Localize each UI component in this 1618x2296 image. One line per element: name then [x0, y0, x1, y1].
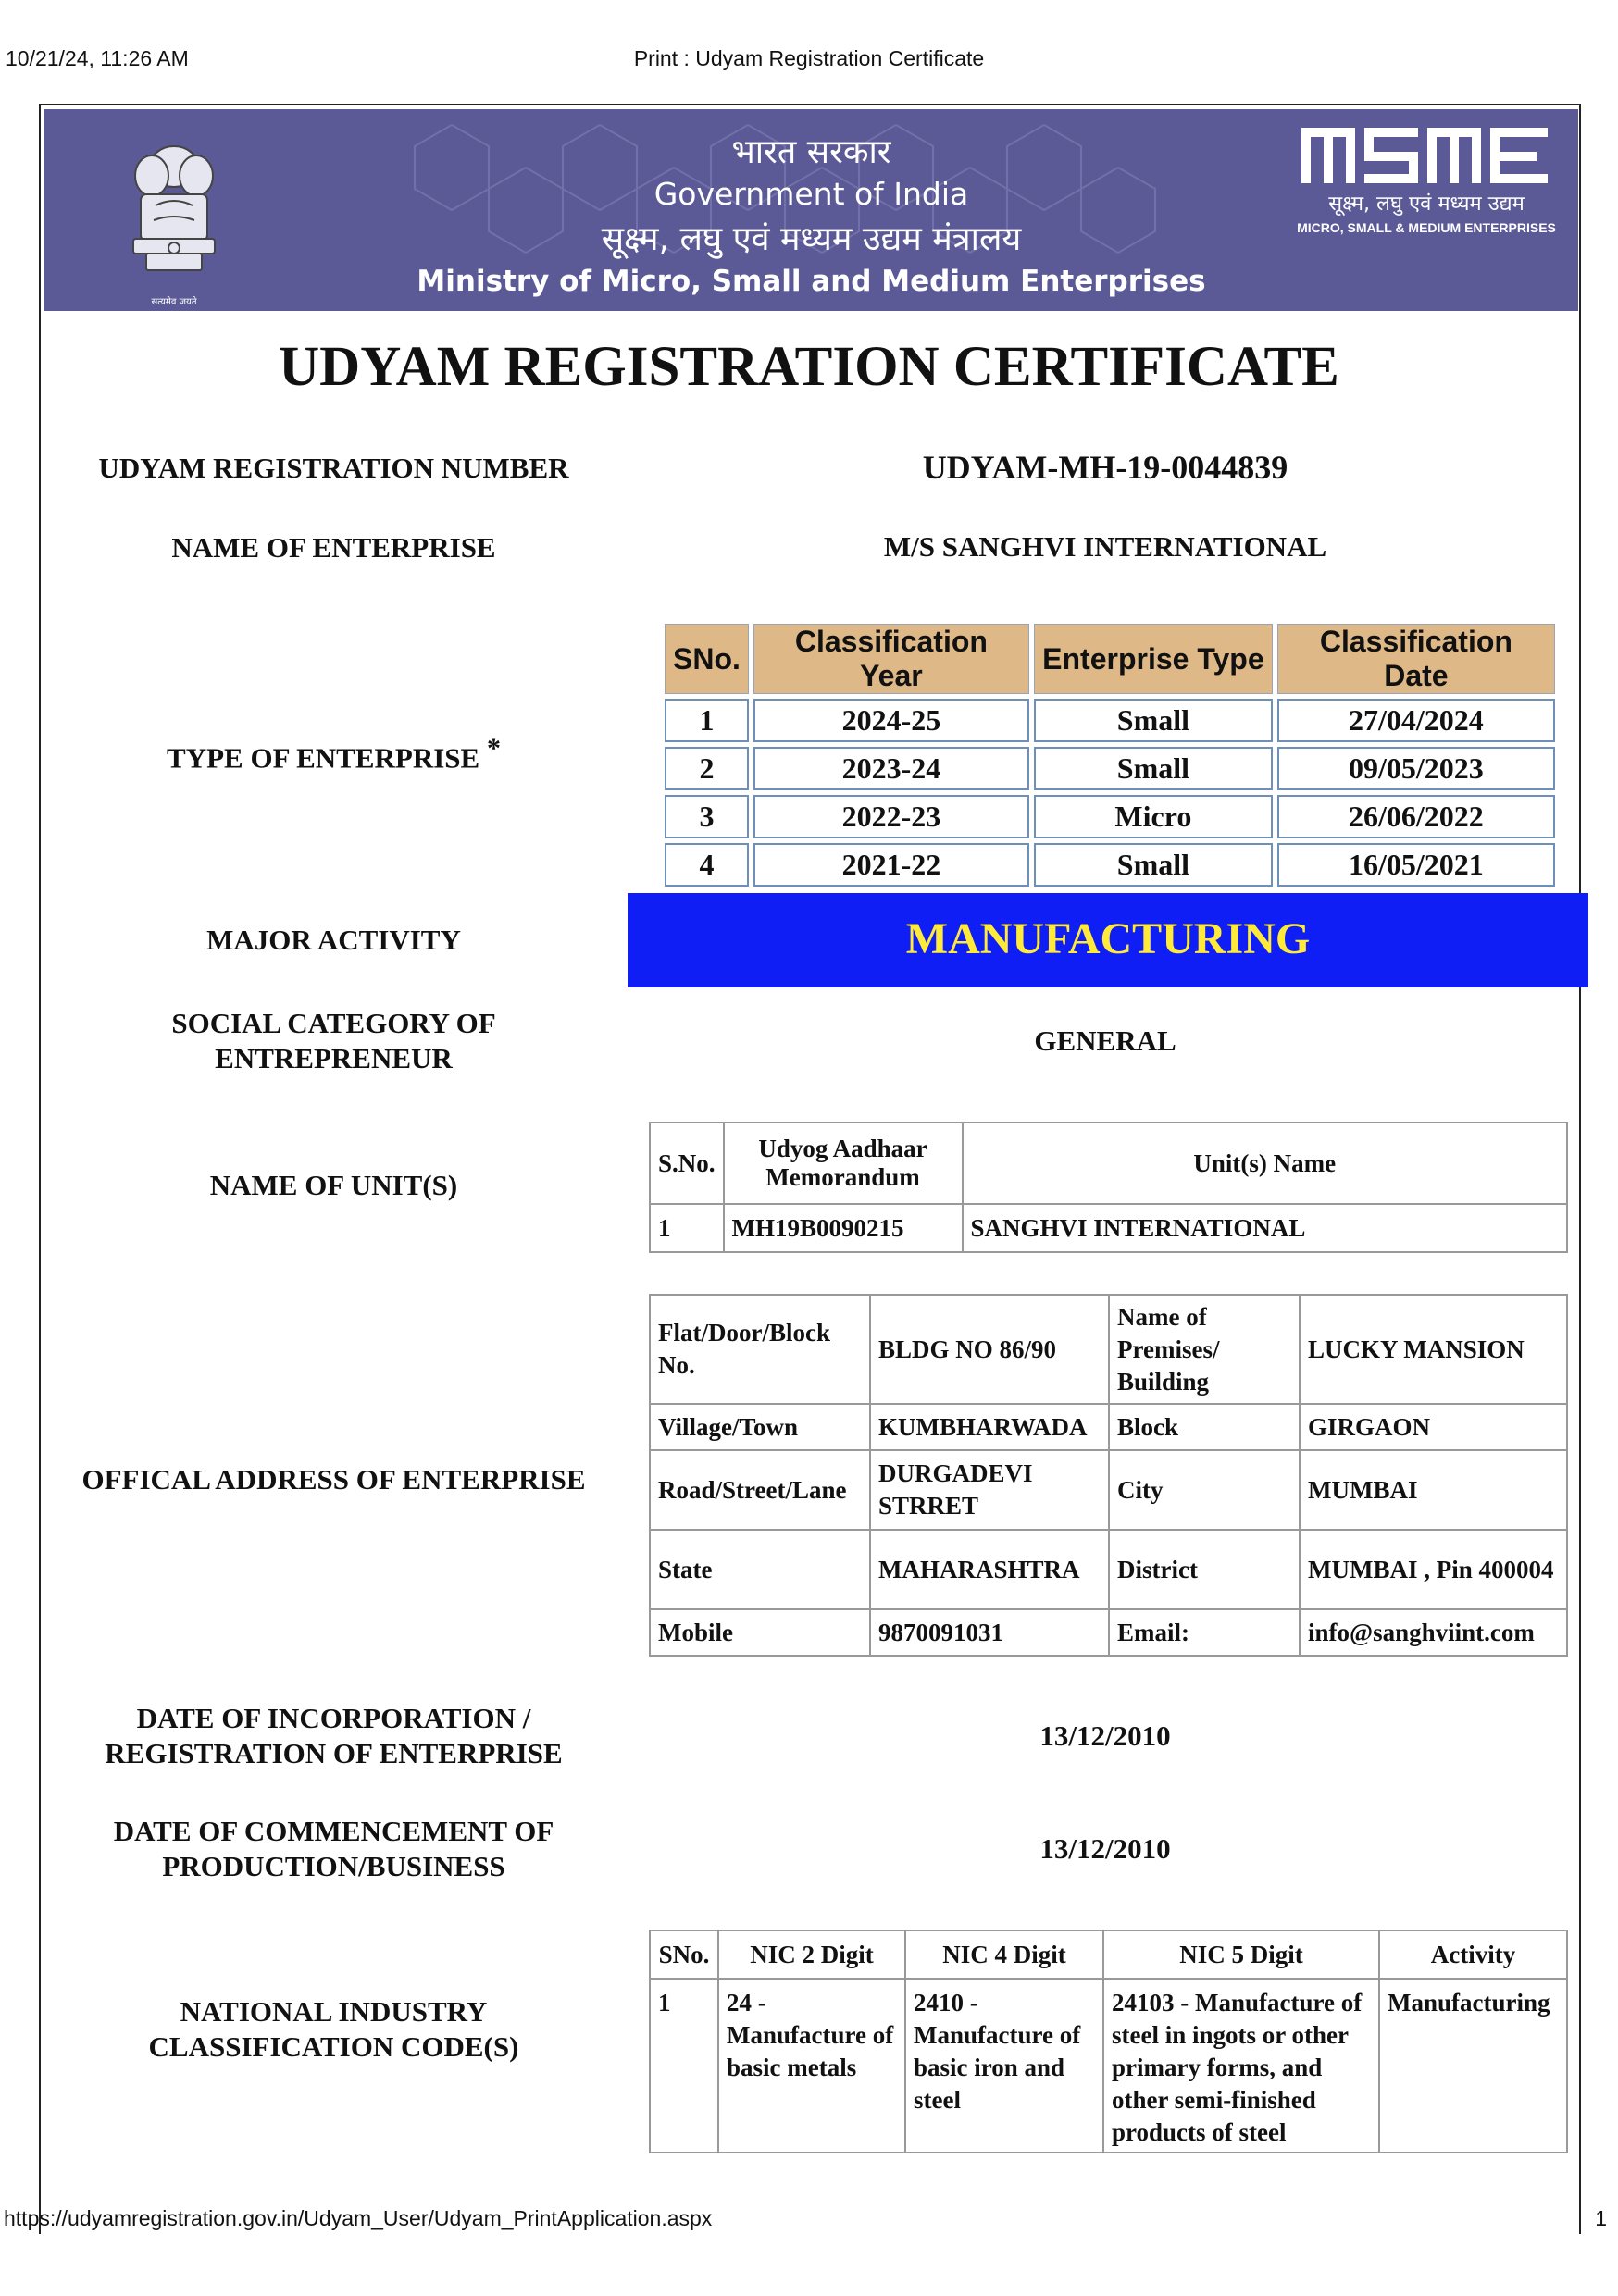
registration-number-label: UDYAM REGISTRATION NUMBER [98, 452, 569, 484]
col-header-nic2: NIC 2 Digit [718, 1930, 905, 1979]
units-label: NAME OF UNIT(S) [209, 1169, 458, 1201]
table-row [650, 1204, 1567, 1252]
commencement-label-line2: PRODUCTION/BUSINESS [162, 1850, 505, 1882]
table-row [650, 1404, 1567, 1450]
registration-number-value: UDYAM-MH-19-0044839 [922, 449, 1288, 486]
cell-field-value: KUMBHARWADA [870, 1404, 1109, 1450]
cell-field-label: Email: [1109, 1609, 1300, 1656]
cell-field-label: City [1109, 1450, 1300, 1530]
cell-type: Small [1034, 699, 1273, 742]
cell-field-value: MUMBAI [1300, 1450, 1567, 1530]
cell-sno: 1 [665, 699, 749, 742]
cell-sno: 4 [665, 843, 749, 887]
cell-field-value: MAHARASHTRA [870, 1530, 1109, 1609]
cell-field-label: Road/Street/Lane [650, 1450, 870, 1530]
classification-table [660, 619, 1560, 891]
table-row [650, 1979, 1567, 2153]
major-activity-box [628, 893, 1588, 987]
incorporation-date-value: 13/12/2010 [1039, 1719, 1171, 1752]
cell-field-value: GIRGAON [1300, 1404, 1567, 1450]
cell-field-value: DURGADEVI STRRET [870, 1450, 1109, 1530]
cell-date: 26/06/2022 [1277, 795, 1555, 838]
incorporation-label-line1: DATE OF INCORPORATION / [136, 1702, 531, 1734]
major-activity-value: MANUFACTURING [905, 914, 1311, 963]
nic-label-line2: CLASSIFICATION CODE(S) [148, 2030, 519, 2063]
social-category-value: GENERAL [1034, 1024, 1176, 1057]
col-header-nic4: NIC 4 Digit [905, 1930, 1103, 1979]
table-row [665, 843, 1555, 887]
col-header-unit-name: Unit(s) Name [963, 1123, 1567, 1204]
cell-sno: 1 [650, 1204, 724, 1252]
incorporation-label-line2: REGISTRATION OF ENTERPRISE [105, 1737, 563, 1769]
cell-field-label: Village/Town [650, 1404, 870, 1450]
units-table [649, 1122, 1568, 1253]
cell-year: 2022-23 [753, 795, 1029, 838]
cell-field-label: Flat/Door/Block No. [650, 1295, 870, 1404]
table-header-row [665, 624, 1555, 694]
cell-nic2: 24 - Manufacture of basic metals [718, 1979, 905, 2153]
col-header-activity: Activity [1379, 1930, 1567, 1979]
address-label: OFFICAL ADDRESS OF ENTERPRISE [81, 1463, 586, 1496]
cell-year: 2021-22 [753, 843, 1029, 887]
commencement-label-line1: DATE OF COMMENCEMENT OF [113, 1815, 554, 1847]
cell-date: 27/04/2024 [1277, 699, 1555, 742]
col-header-sno: SNo. [650, 1930, 718, 1979]
print-datetime: 10/21/24, 11:26 AM [6, 46, 189, 70]
type-of-enterprise-label [54, 731, 614, 776]
address-table [649, 1294, 1568, 1657]
cell-unit-name: SANGHVI INTERNATIONAL [963, 1204, 1567, 1252]
government-banner [44, 109, 1578, 311]
page-number: 1 [1595, 2206, 1607, 2230]
table-row [665, 747, 1555, 790]
cell-field-value: 9870091031 [870, 1609, 1109, 1656]
social-category-label-line1: SOCIAL CATEGORY OF [171, 1007, 496, 1039]
table-row [650, 1609, 1567, 1656]
cell-year: 2024-25 [753, 699, 1029, 742]
cell-activity: Manufacturing [1379, 1979, 1567, 2153]
cell-field-label: Name of Premises/ Building [1109, 1295, 1300, 1404]
col-header-sno: S.No. [650, 1123, 724, 1204]
nic-label-line1: NATIONAL INDUSTRY [180, 1995, 488, 2028]
cell-type: Micro [1034, 795, 1273, 838]
table-header-row [650, 1930, 1567, 1979]
table-row [650, 1450, 1567, 1530]
msme-logo-english: MICRO, SMALL & MEDIUM ENTERPRISES [1297, 220, 1556, 235]
nic-label [54, 1994, 614, 2065]
cell-field-value: BLDG NO 86/90 [870, 1295, 1109, 1404]
table-row [665, 699, 1555, 742]
cell-date: 09/05/2023 [1277, 747, 1555, 790]
cell-field-label: State [650, 1530, 870, 1609]
social-category-label [54, 1006, 614, 1076]
cell-email-value: info@sanghviint.com [1300, 1609, 1567, 1656]
commencement-date-value: 13/12/2010 [1039, 1832, 1171, 1865]
col-header-enterprise-type: Enterprise Type [1034, 624, 1273, 694]
cell-nic4: 2410 - Manufacture of basic iron and steel [905, 1979, 1103, 2153]
banner-ministry-english: Ministry of Micro, Small and Medium Enterprises [417, 265, 1206, 298]
table-row [665, 795, 1555, 838]
cell-field-value: MUMBAI , Pin 400004 [1300, 1530, 1567, 1609]
cell-udyog-aadhaar: MH19B0090215 [724, 1204, 963, 1252]
msme-logo-icon [1301, 124, 1551, 189]
msme-logo-hindi: सूक्ष्म, लघु एवं मध्यम उद्यम [1328, 192, 1525, 216]
col-header-nic5: NIC 5 Digit [1103, 1930, 1379, 1979]
print-title: Print : Udyam Registration Certificate [633, 46, 985, 70]
table-row [650, 1530, 1567, 1609]
cell-sno: 2 [665, 747, 749, 790]
type-of-enterprise-text: TYPE OF ENTERPRISE [167, 741, 480, 775]
col-header-sno: SNo. [665, 624, 749, 694]
major-activity-label: MAJOR ACTIVITY [206, 924, 461, 956]
col-header-classification-year: Classification Year [753, 624, 1029, 694]
enterprise-name-label: NAME OF ENTERPRISE [171, 531, 496, 564]
commencement-label [54, 1814, 614, 1884]
banner-hindi-ministry: सूक्ष्म, लघु एवं मध्यम उद्यम मंत्रालय [601, 220, 1022, 258]
table-header-row [650, 1123, 1567, 1204]
footer-url: https://udyamregistration.gov.in/Udyam_User/Udyam_PrintApplication.aspx [4, 2206, 713, 2230]
cell-type: Small [1034, 747, 1273, 790]
cell-sno: 3 [665, 795, 749, 838]
cell-type: Small [1034, 843, 1273, 887]
col-header-udyog-aadhaar: Udyog Aadhaar Memorandum [724, 1123, 963, 1204]
table-row [650, 1295, 1567, 1404]
social-category-label-line2: ENTREPRENEUR [215, 1042, 453, 1074]
cell-nic5: 24103 - Manufacture of steel in ingots or other primary forms, and other semi-finished products of steel [1103, 1979, 1379, 2153]
certificate-title: UDYAM REGISTRATION CERTIFICATE [279, 336, 1339, 398]
incorporation-label [54, 1701, 614, 1771]
cell-field-label: Mobile [650, 1609, 870, 1656]
col-header-classification-date: Classification Date [1277, 624, 1555, 694]
cell-year: 2023-24 [753, 747, 1029, 790]
banner-government-of-india: Government of India [653, 176, 969, 212]
cell-field-label: Block [1109, 1404, 1300, 1450]
asterisk-note: * [486, 733, 501, 763]
emblem-motto: सत्यमेव जयते [151, 297, 197, 307]
cell-field-value: LUCKY MANSION [1300, 1295, 1567, 1404]
cell-field-label: District [1109, 1530, 1300, 1609]
cell-sno: 1 [650, 1979, 718, 2153]
banner-hindi-government: भारत सरकार [731, 133, 891, 171]
nic-table [649, 1930, 1568, 2153]
enterprise-name-value: M/S SANGHVI INTERNATIONAL [883, 530, 1327, 563]
cell-date: 16/05/2021 [1277, 843, 1555, 887]
